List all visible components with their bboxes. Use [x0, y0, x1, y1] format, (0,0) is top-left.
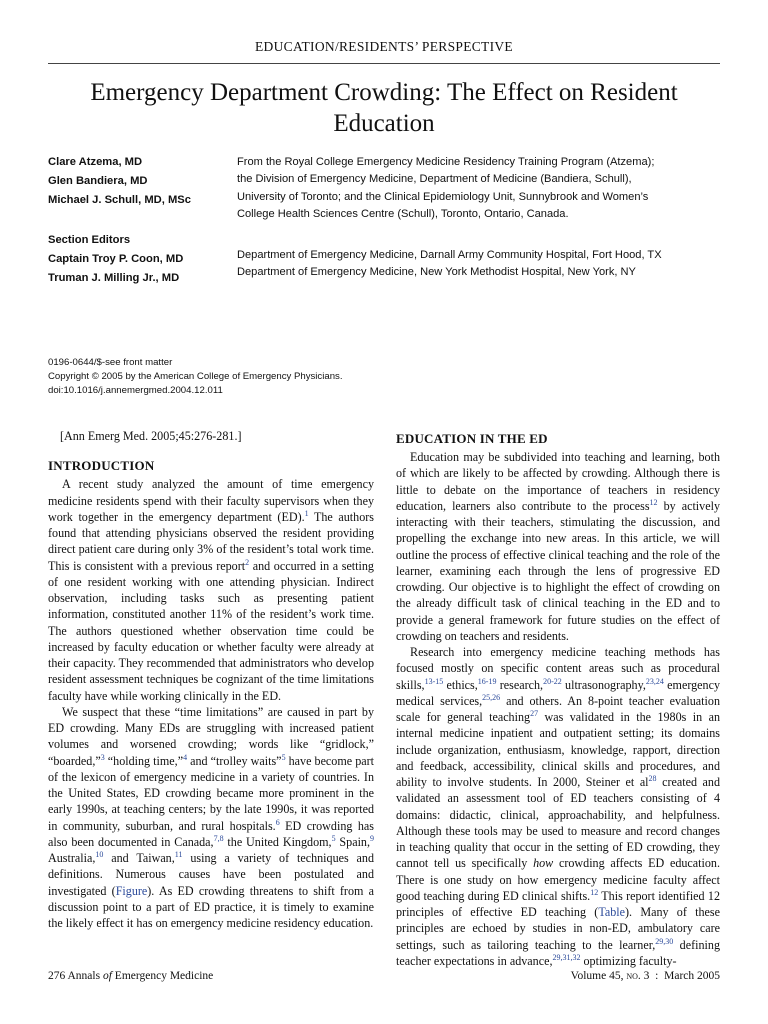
affiliation-line: Department of Emergency Medicine, New York Methodist Hospital, New York, NY [237, 266, 636, 279]
footer-left [48, 970, 213, 982]
header-divider [48, 63, 720, 64]
paragraph: A recent study analyzed the amount of time emergency medicine residents spend with their faculty supervisors when they work together in the emergency department (ED).$^1$ The authors found that attending physicians observed the resident providing direct patient care during only 3% of the resident’s total work time. This is consistent with a previous report$^2$ and occurred in a setting of one resident working with one attending physician. Indirect observation, including tasks such as presenting patient information, constituted another 11% of the resident’s work time. The authors questioned whether observation time could be increased by faculty education or whether faculty were already at their capacity. They recommended that administrators who develop resident assessment techniques be cognizant of the time limitations faculty have while working clinically in the ED. [48, 477, 374, 703]
issue: no. 3 [626, 970, 650, 982]
issue-date: March 2005 [664, 970, 720, 982]
left-column [48, 428, 374, 931]
front-matter [48, 356, 343, 398]
section-editors [48, 231, 183, 288]
footer-right [571, 970, 720, 982]
editor-name: Truman J. Milling Jr., MD [48, 272, 180, 284]
affiliation-line: From the Royal College Emergency Medicine Residency Training Program (Atzema); [237, 156, 655, 168]
editor-name: Captain Troy P. Coon, MD [48, 253, 184, 265]
affiliation-line: Department of Emergency Medicine, Darnall Army Community Hospital, Fort Hood, TX [237, 249, 662, 261]
doi-line: doi:10.1016/j.annemergmed.2004.12.011 [48, 385, 223, 396]
page-number: 276 [48, 970, 66, 982]
author-name: Clare Atzema, MD [48, 156, 143, 168]
author-affiliations [237, 154, 707, 223]
copyright-line: Copyright © 2005 by the American College of Emergency Physicians. [48, 371, 343, 382]
section-header: EDUCATION/RESIDENTS’ PERSPECTIVE [255, 39, 513, 54]
affiliation-line: University of Toronto; and the Clinical Epidemiology Unit, Sunnybrook and Women’s [237, 190, 649, 203]
table-link[interactable]: Table [598, 905, 625, 919]
author-list [48, 153, 191, 210]
footer-separator: : [655, 970, 659, 982]
paragraph: Research into emergency medicine teaching methods has focused mostly on specific content areas such as procedural skills,$^{13-15}$ ethics,$^{16-19}$ research,$^{20-22}$ ultrasonography,$^{23,24}$ emergency medical services,$^{25,26}$ and others. An 8-point teacher evaluation scale for general teaching$^{27}$ was validated in the 1980s in an internal medicine inpatient and outpatient setting; its domains include organization, enthusiasm, knowledge, rapport, direction and feedback, accessibility, clinical skills and procedures, and ability to involve students. In 2000, Steiner et $al^{28}$ created and validated an assessment tool of ED teachers consisting of 4 domains: didactic, clinical, approachability, and helpfulness. Although these tools may be used to measure and record changes in teaching quality that occur in the setting of ED crowding, they cannot tell us specifically how crowding affects ED education. There is one study on how emergency medicine faculty affect good teaching during ED clinical shifts.$^{12}$ This report identified 12 principles of effective ED teaching (Table). Many of these principles are echoed by studies in non-ED, ambulatory care settings, such as tailoring teaching to the learner,$^{29,30}$ defining teacher expectations in advance,$^{29,31,32}$ optimizing faculty- [396, 645, 720, 968]
section-heading-introduction: INTRODUCTION [48, 458, 155, 474]
figure-link[interactable]: Figure [115, 883, 148, 898]
citation: [Ann Emerg Med. 2005;45:276-281.] [60, 429, 242, 443]
editor-affiliations [237, 247, 707, 282]
author-name: Michael J. Schull, MD, MSc [48, 194, 191, 206]
affiliation-line: the Division of Emergency Medicine, Department of Medicine (Bandiera, Schull), [237, 173, 632, 186]
paragraph: Education may be subdivided into teaching and learning, both of which are likely to be affected by crowding. Although there is little to debate on the importance of teachers in residency education, learners also contribute to the process$^{12}$ by actively interacting with their teachers, stimulating the discussion, and propelling the exchange into new areas. In this article, we will outline the process of effective clinical teaching and the role of the learner, examining each through the lens of progressive ED crowding. Our objective is to highlight the effect of crowding on the already difficult task of clinical teaching in the ED and to provide a general framework for future studies on the effect of crowding on teachers and residents. [396, 450, 720, 643]
article-title: Emergency Department Crowding: The Effect on Resident Education [90, 79, 678, 137]
journal-name: Annals of Emergency Medicine [67, 970, 214, 982]
affiliation-line: College Health Sciences Centre (Schull), Toronto, Ontario, Canada. [237, 207, 569, 220]
section-editors-label: Section Editors [48, 234, 131, 246]
section-heading-education: EDUCATION IN THE ED [396, 431, 548, 446]
issn-line: 0196-0644/$-see front matter [48, 357, 173, 368]
paragraph: We suspect that these “time limitations” are caused in part by ED crowding. Many EDs are struggling with increased patient volumes and worsened crowding; words like “gridlock,” “boarded,”$^3$ “holding time,”$^4$ and “trolley waits”$^5$ have become part of the lexicon of emergency medicine in a variety of countries. In the United States, ED crowding became more prominent in the early 1990s, at teaching centers; by the late 1990s, it was reported in community, suburban, and rural hospitals.$^6$ ED crowding has also been documented in Canada,$^{7,8}$ the United Kingdom,$^5$ Spain,$^9$ Australia,$^{10}$ and Taiwan,$^{11}$ using a variety of techniques and definitions. Numerous causes have been postulated and investigated (Figure). As ED crowding threatens to shift from a discussion point to a part of ED practice, it is timely to examine the likely effect it has on emergency medicine residency education. [48, 704, 375, 930]
author-name: Glen Bandiera, MD [48, 175, 148, 187]
volume: Volume 45, [570, 970, 624, 982]
right-column [396, 428, 720, 969]
